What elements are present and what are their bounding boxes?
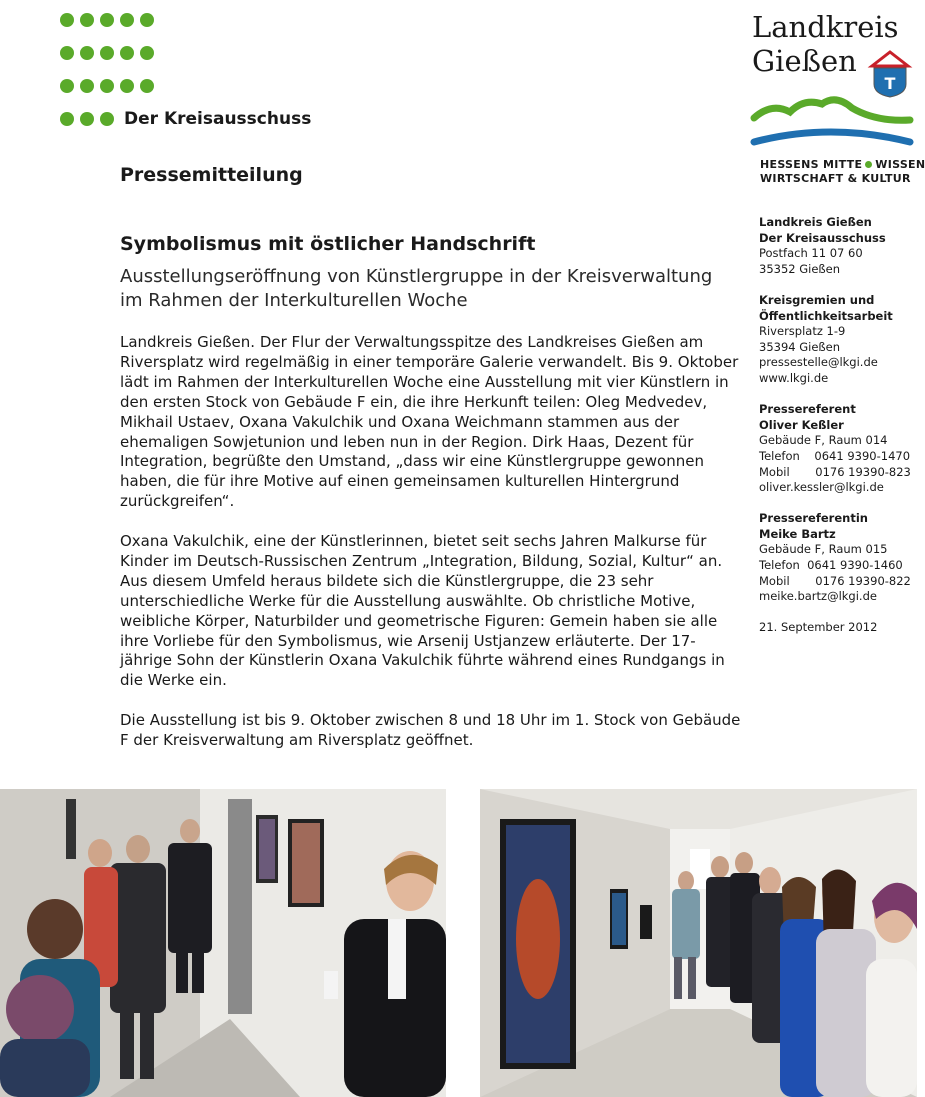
svg-text:T: T	[884, 74, 896, 93]
contact-sidebar	[759, 215, 917, 636]
office-block	[759, 293, 917, 387]
contact-role: Pressereferent	[759, 402, 856, 417]
contact-mobile: Mobil 0176 19390-823	[759, 464, 911, 479]
contact-2-block	[759, 511, 917, 605]
tagline-line-2: WIRTSCHAFT & KULTUR	[760, 172, 911, 185]
contact-name: Oliver Keßler	[759, 417, 844, 432]
logo-tagline	[760, 158, 925, 186]
article-subheadline: Ausstellungseröffnung von Künstlergruppe in der Kreisverwaltung im Rahmen der Interkulturellen Woche	[120, 266, 713, 311]
org-label: Der Kreisausschuss	[124, 109, 312, 129]
logo-line-1: Landkreis	[752, 10, 899, 44]
contact-email-link[interactable]: oliver.kessler@lkgi.de	[759, 480, 884, 495]
office-email-link[interactable]: pressestelle@lkgi.de	[759, 355, 878, 370]
paragraph: Landkreis Gießen. Der Flur der Verwaltungsspitze des Landkreises Gießen am Riversplatz wird regelmäßig in einer temporäre Galerie verwandelt. Bis 9. Oktober lädt im Rahmen der Interkulturellen Woche eine Ausstellung mit vier Künstlern in den ersten Stock von Gebäude F ein, die ihre Herkunft teilen: Oleg Medvedev, Mikhail Ustaev, Oxana Vakulchik und Oxana Weichmann stammen aus der ehemaligen Sowjetunion und leben nun in der Region. Dirk Haas, Dezent für Integration, begrüßte den Umstand, „dass wir eine Künstlergruppe gewonnen haben, die für ihre Motive auf einen gemeinsamen kulturellen Hintergrund zurückgreifen“.	[120, 333, 739, 511]
contact-email-link[interactable]: meike.bartz@lkgi.de	[759, 589, 877, 604]
address-subtitle: Der Kreisausschuss	[759, 230, 886, 245]
address-title: Landkreis Gießen	[759, 215, 872, 229]
office-subtitle: Öffentlichkeitsarbeit	[759, 308, 893, 323]
hills-icon	[752, 90, 912, 156]
tagline-part-b: WISSEN	[875, 158, 925, 171]
contact-room: Gebäude F, Raum 014	[759, 433, 888, 448]
address-block	[759, 215, 917, 277]
paragraph: Die Ausstellung ist bis 9. Oktober zwischen 8 und 18 Uhr im 1. Stock von Gebäude F der Kreisverwaltung am Riversplatz geöffnet.	[120, 711, 741, 750]
office-web-link[interactable]: www.lkgi.de	[759, 370, 829, 385]
bullet-icon	[865, 161, 872, 168]
dot-logo	[60, 12, 311, 127]
contact-1-block	[759, 402, 917, 496]
release-date: 21. September 2012	[759, 620, 878, 635]
contact-phone: Telefon 0641 9390-1460	[759, 558, 903, 573]
tagline-part-a: HESSENS MITTE	[760, 158, 863, 171]
logo-line-2: Gießen	[752, 44, 857, 78]
address-line: 35352 Gießen	[759, 261, 841, 276]
article-headline: Symbolismus mit östlicher Handschrift	[120, 233, 536, 255]
paragraph: Oxana Vakulchik, eine der Künstlerinnen, bietet seit sechs Jahren Malkurse für Kinder im Deutsch-Russischen Zentrum „Integration, Bildung, Sozial, Kultur“ an. Aus diesem Umfeld heraus bildete sich die Künstlergruppe, die 23 sehr unterschiedliche Werke für die Ausstellung auswählte. Ob christliche Motive, weibliche Körper, Naturbilder und geometrische Figuren: Gemein haben sie alle ihre Vorliebe für den Symbolismus, wie Arsenij Ustjanzew erläuterte. Der 17-jährige Sohn der Künstlerin Oxana Vakulchik führte während eines Rundgangs in die Werke ein.	[120, 532, 725, 690]
office-line: Riversplatz 1-9	[759, 324, 846, 339]
contact-name: Meike Bartz	[759, 526, 836, 541]
doc-type-title: Pressemitteilung	[120, 164, 303, 186]
exhibition-photo-left	[0, 789, 446, 1097]
office-title: Kreisgremien und	[759, 292, 875, 307]
contact-role: Pressereferentin	[759, 511, 868, 526]
contact-mobile: Mobil 0176 19390-822	[759, 573, 911, 588]
address-line: Postfach 11 07 60	[759, 246, 863, 261]
contact-room: Gebäude F, Raum 015	[759, 542, 888, 557]
office-line: 35394 Gießen	[759, 339, 841, 354]
exhibition-photo-right	[480, 789, 917, 1097]
article-body	[120, 333, 745, 771]
landkreis-logo	[752, 10, 925, 185]
contact-phone: Telefon 0641 9390-1470	[759, 448, 911, 463]
